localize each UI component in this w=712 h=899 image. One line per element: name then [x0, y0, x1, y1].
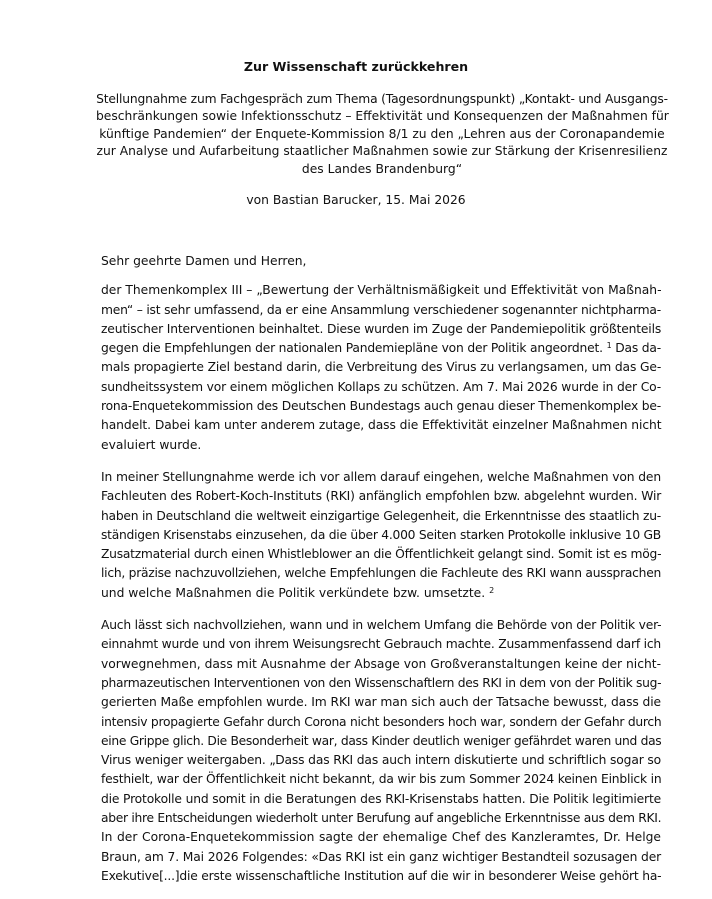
salutation: Sehr geehrte Damen und Herren,: [101, 254, 307, 268]
paragraph-2: [101, 468, 661, 603]
paragraph-line: mals propagierte Ziel bestand darin, die Verbreitung des Virus zu verlangsamen, um das Ge-: [101, 360, 662, 375]
document-subtitle: [96, 91, 668, 178]
paragraph-line: vorwegnehmen, dass mit Ausnahme der Absage von Großveranstaltungen keine der nicht-: [101, 656, 662, 671]
paragraph-line: ständigen Krisenstabs einzusehen, da die über 4.000 Seiten starken Protokolle inklusive 10 GB: [101, 527, 661, 542]
paragraph-line: handelt. Dabei kam unter anderem zutage, dass die Effektivität einzelner Maßnahmen nicht: [101, 418, 662, 433]
author-line: von Bastian Barucker, 15. Mai 2026: [246, 193, 466, 207]
paragraph-line: [101, 339, 661, 358]
paragraph-line-text: gegen die Empfehlungen der nationalen Pandemiepläne von der Politik angeordnet.: [101, 341, 603, 356]
subtitle-line: zur Analyse und Aufarbeitung staatlicher Maßnahmen sowie zur Stärkung der Krisenresilienz: [96, 144, 668, 159]
paragraph-line: Fachleuten des Robert-Koch-Instituts (RKI) anfänglich empfohlen bzw. abgelehnt wurden. Wir: [101, 489, 662, 504]
paragraph-line: rona-Enquetekommission des Deutschen Bundestags auch genau dieser Themenkomplex be-: [101, 399, 661, 414]
paragraph-line: Virus weniger weitergaben. „Dass das RKI das auch intern diskutierte und schriftlich sogar so: [101, 753, 661, 768]
document-title: Zur Wissenschaft zurückkehren: [243, 59, 469, 74]
paragraph-line: Zusatzmaterial durch einen Whistleblower an die Öffentlichkeit gelangt sind. Somit ist es mög-: [101, 547, 662, 562]
paragraph-line: intensiv propagierte Gefahr durch Corona nicht besonders hoch war, sondern der Gefahr durch: [101, 714, 662, 729]
document-body: [101, 252, 661, 899]
paragraph-line: gerierten Maße empfohlen wurde. Im RKI war man sich auch der Tatsache bewusst, dass die: [101, 695, 661, 710]
paragraph-line: der Themenkomplex III – „Bewertung der Verhältnismäßigkeit und Effektivität von Maßnah-: [101, 283, 662, 298]
paragraph-line: men“ – ist sehr umfassend, da er eine Ansammlung verschiedener sogenannter nichtpharma-: [101, 302, 661, 317]
paragraph-line: die Protokolle und somit in die Beratungen des RKI-Krisenstabs hatten. Die Politik legitimierte: [101, 791, 661, 806]
paragraph-line: evaluiert wurde.: [101, 437, 202, 452]
paragraph-1: [101, 281, 661, 455]
subtitle-line: beschränkungen sowie Infektionsschutz – Effektivität und Konsequenzen der Maßnahmen für: [96, 109, 669, 124]
subtitle-line: des Landes Brandenburg“: [301, 161, 463, 176]
paragraph-line: zeutischer Interventionen beinhaltet. Diese wurden im Zuge der Pandemiepolitik größtenteils: [101, 321, 662, 336]
paragraph-line: pharmazeutischen Interventionen von den Wissenschaftlern des RKI in dem von der Politik sug-: [101, 675, 662, 690]
subtitle-line: künftige Pandemien“ der Enquete-Kommission 8/1 zu den „Lehren aus der Coronapandemie: [99, 126, 665, 141]
paragraph-line: festhielt, war der Öffentlichkeit nicht bekannt, da wir bis zum Sommer 2024 keinen Einblick in: [101, 772, 662, 787]
paragraph-line: Braun, am 7. Mai 2026 Folgendes: «Das RKI ist ein ganz wichtiger Bestandteil sozusagen der: [101, 849, 662, 864]
paragraph-line: einnahmt wurde und von ihrem Weisungsrecht Gebrauch machte. Zusammenfassend darf ich: [101, 637, 661, 652]
footnote-marker-1[interactable]: 1: [606, 341, 612, 351]
footnote-marker-2[interactable]: 2: [489, 585, 495, 595]
paragraph-line: In meiner Stellungnahme werde ich vor allem darauf eingehen, welche Maßnahmen von den: [101, 469, 661, 484]
paragraph-line: Exekutive[...]die erste wissenschaftliche Institution auf die wir in besonderer Weise gehört ha-: [101, 868, 662, 883]
paragraph-line-text: und welche Maßnahmen die Politik verkündete bzw. umsetzte.: [101, 585, 486, 600]
paragraph-line: aber ihre Entscheidungen wiederholt unter Berufung auf angebliche Erkenntnisse aus dem RKI.: [101, 811, 662, 826]
paragraph-3: [101, 616, 661, 886]
subtitle-line: Stellungnahme zum Fachgespräch zum Thema (Tagesordnungspunkt) „Kontakt- und Ausgangs-: [96, 92, 668, 106]
paragraph-line: haben in Deutschland die weltweit einzigartige Gelegenheit, die Erkenntnisse des staatlich zu-: [101, 508, 661, 523]
paragraph-line-tail: Das da-: [611, 341, 661, 356]
paragraph-line: lich, präzise nachzuvollziehen, welche Empfehlungen die Fachleute des RKI wann aussprachen: [101, 566, 662, 581]
paragraph-line: eine Grippe glich. Die Besonderheit war, dass Kinder deutlich weniger gefährdet waren und das: [101, 733, 662, 748]
paragraph-line: sundheitssystem vor einem möglichen Kollaps zu schützen. Am 7. Mai 2026 wurde in der Co-: [101, 379, 661, 394]
paragraph-line: [101, 584, 661, 603]
paragraph-line: Auch lässt sich nachvollziehen, wann und in welchem Umfang die Behörde von der Politik ver-: [101, 618, 662, 633]
paragraph-line: In der Corona-Enquetekommission sagte der ehemalige Chef des Kanzleramtes, Dr. Helge: [101, 830, 661, 845]
